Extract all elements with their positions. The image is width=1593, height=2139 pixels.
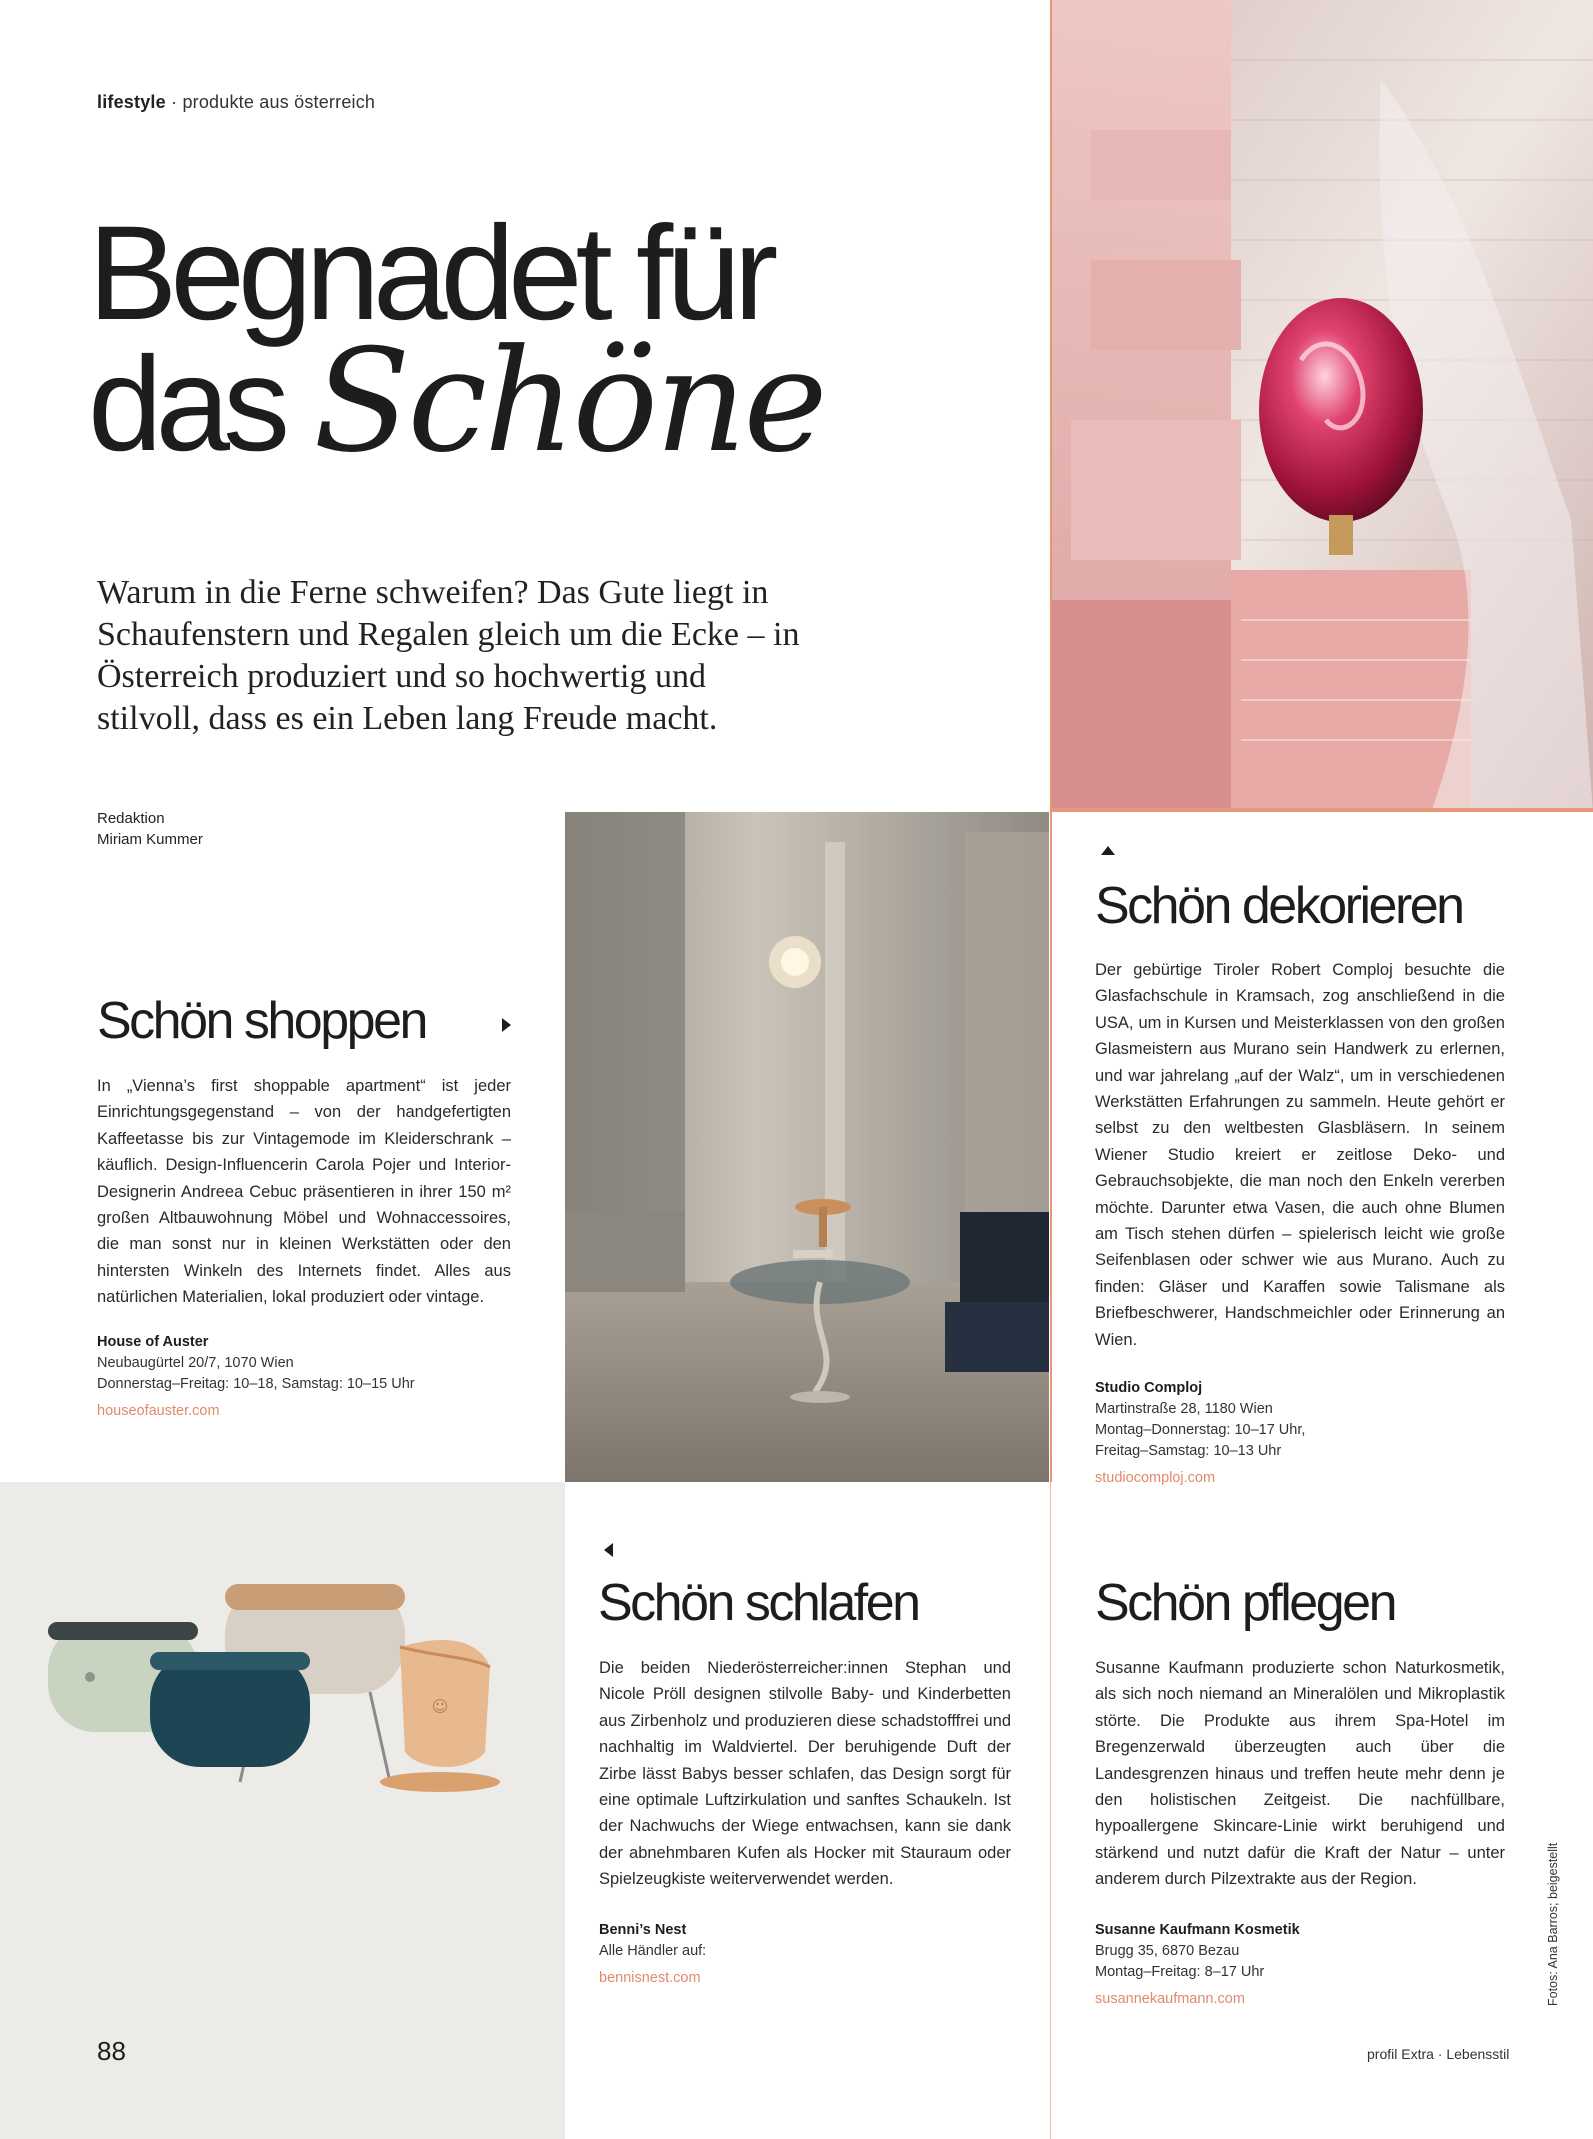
page-number: 88 [97,2036,126,2066]
store-hours-shoppen: Donnerstag–Freitag: 10–18, Samstag: 10–15 Uhr [97,1376,415,1392]
photo-apartment-interior [565,812,1049,1482]
store-name-dekorieren: Studio Comploj [1095,1380,1203,1396]
store-hours-pflegen: Montag–Freitag: 8–17 Uhr [1095,1964,1265,1980]
store-address-dekorieren: Martinstraße 28, 1180 Wien [1095,1401,1273,1417]
section-kicker [97,92,375,113]
subsection-label: · produkte aus österreich [171,92,376,112]
baby-cradles-illustration [0,1482,565,2139]
body-dekorieren: Der gebürtige Tiroler Robert Comploj besuchte die Glasfachschule in Kramsach, zog anschließend in die USA, um in Kursen und Meisterklassen von den großen Glasmeistern aus Murano sein Handwerk zu erlernen, und war jahrelang „auf der Walz“, um in verschiedenen Werkstätten Erfahrungen zu sammeln. Heute gehört er selbst zu den weltbesten Glasbläsern. In seinem Wiener Studio kreiert er zeitlose Deko- und Gebrauchsobjekte, die man noch den Enkeln vererben möchte. Darunter etwa Vasen, die auch ohne Blumen am Tisch stehen dürfen – spielerisch leicht wie große Seifenblasen oder schwer wie aus Murano. Auch zu finden: Gläser und Karaffen sowie Talismane als Briefbeschwerer, Handschmeichler oder Erinnerung an Wien. [1095,961,1505,1349]
lead-paragraph: Warum in die Ferne schweifen? Das Gute liegt in Schaufenstern und Regalen gleich um die Ecke – in Österreich produziert und so hochwertig und stilvoll, dass es ein Leben lang Freude macht. [97,574,800,737]
arrow-up-icon [1101,846,1115,855]
store-name-schlafen: Benni’s Nest [599,1922,687,1938]
store-url-pflegen[interactable]: susannekaufmann.com [1095,1991,1245,2007]
page-title [88,199,825,484]
heading-dekorieren: Schön dekorieren [1095,877,1463,935]
column-rule-lower [1050,1482,1051,2139]
heading-pflegen: Schön pflegen [1095,1574,1395,1632]
address-shoppen [97,1332,517,1422]
heading-shoppen: Schön shoppen [97,992,426,1050]
store-url-shoppen[interactable]: houseofauster.com [97,1403,220,1419]
photo-glass-vase [1051,0,1593,812]
store-hours-dekorieren-1: Montag–Donnerstag: 10–17 Uhr, [1095,1422,1306,1438]
title-line-2 [88,319,825,484]
store-hours-dekorieren-2: Freitag–Samstag: 10–13 Uhr [1095,1443,1282,1459]
store-address-pflegen: Brugg 35, 6870 Bezau [1095,1943,1240,1959]
store-url-dekorieren[interactable]: studiocomploj.com [1095,1470,1216,1486]
apartment-interior-illustration [565,812,1049,1482]
body-pflegen: Susanne Kaufmann produzierte schon Naturkosmetik, als sich noch niemand an Mineralölen und Mikroplastik störte. Die Produkte aus ihrem Spa-Hotel im Bregenzerwald überzeugten auch über die Landesgrenzen hinaus und treffen heute mehr denn je den holistischen Zeitgeist. Die nachfüllbare, hypoallergene Skincare-Linie wirkt beruhigend und stärkend und nutzt dafür die Kraft der Natur – unter anderem durch Pilzextrakte aus der Region. [1095,1659,1505,1889]
address-pflegen [1095,1920,1515,2010]
address-dekorieren [1095,1378,1515,1489]
store-name-shoppen: House of Auster [97,1334,209,1350]
body-schlafen: Die beiden Niederösterreicher:innen Stephan und Nicole Pröll designen stilvolle Baby- und Kinderbetten aus Zirbenholz und produzieren diese schadstofffrei und nachhaltig im Waldviertel. Der beruhigende Duft der Zirbe lässt Babys besser schlafen, das Design sorgt für eine optimale Luftzirkulation und sanftes Schaukeln. Ist der Nachwuchs der Wiege entwachsen, kann sie dank der abnehmbaren Kufen als Hocker mit Stauraum oder Spielzeugkiste weiterverwendet werden. [599,1659,1011,1889]
photo-baby-cradles [0,1482,565,2139]
section-label: lifestyle [97,92,166,112]
address-schlafen [599,1920,1019,1989]
heading-schlafen: Schön schlafen [598,1574,919,1632]
column-rule-upper [1050,0,1052,1482]
store-url-schlafen[interactable]: bennisnest.com [599,1970,701,1986]
credit-name: Miriam Kummer [97,831,203,848]
author-credit [97,808,203,850]
credit-label: Redaktion [97,810,165,827]
title-script: Schöne [313,319,825,484]
arrow-left-icon [604,1543,613,1557]
store-address-shoppen: Neubaugürtel 20/7, 1070 Wien [97,1355,294,1371]
arrow-right-icon [502,1018,511,1032]
body-shoppen: In „Vienna’s first shoppable apartment“ ist jeder Einrichtungsgegenstand – von der handgefertigten Kaffeetasse bis zur Vintagemode im Kleiderschrank – käuflich. Design-Influencerin Carola Pojer und Interior-Designerin Andreea Cebuc präsentieren in ihrer 150 m² großen Altbauwohnung Möbel und Wohnaccessoires, die man sonst nur in kleinen Werkstätten oder den hintersten Winkeln des Internets findet. Alles aus natürlichen Materialien, lokal produziert oder vintage. [97,1077,511,1307]
title-plain: das [88,330,284,479]
title-line-1: Begnadet für [88,199,772,348]
svg-text:☺: ☺ [431,1697,449,1716]
store-address-schlafen: Alle Händler auf: [599,1943,707,1959]
store-name-pflegen: Susanne Kaufmann Kosmetik [1095,1922,1300,1938]
photo-credit: Fotos: Ana Barros; beigestellt [1546,1842,1560,2006]
glass-vase-illustration [1051,0,1593,812]
publication-footer: profil Extra · Lebensstil [1367,2046,1510,2062]
